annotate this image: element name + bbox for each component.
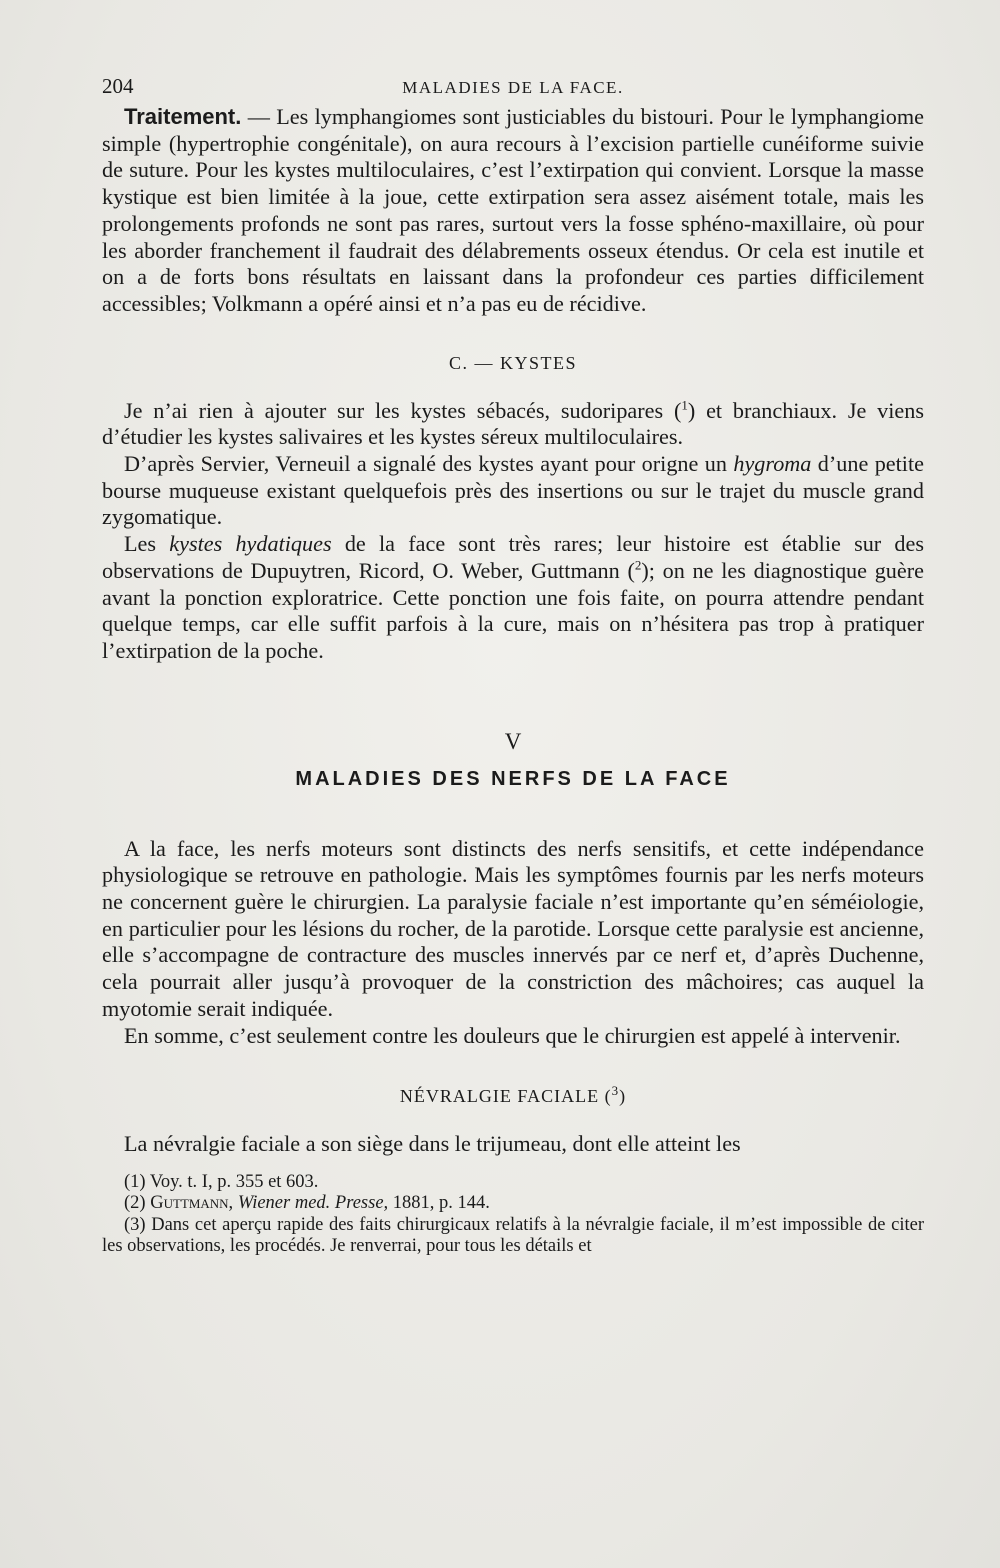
running-title: MALADIES DE LA FACE. (402, 78, 624, 97)
section-heading-kystes: C. — KYSTES (448, 352, 577, 373)
footnote-journal: Wiener med. Presse, (233, 1193, 389, 1214)
italic-term-kystes-hydatiques: kystes hydatiques (169, 531, 332, 557)
footnote-text: Dans cet aperçu rapide des faits chirurgicaux relatifs à la névralgie faciale, il m’est impossible de citer les observations, les procédés. Je renverrai, pour tous les détails et (102, 1214, 924, 1257)
footnote-text: 1881, p. 144. (388, 1193, 490, 1214)
text-run: ); on ne les diagnostique guère avant la ponction exploratrice. Cette ponction une fois faite, on pourra attendre pendant quelque temps, car elle suffit parfois à la cure, mais on n’hésitera pas trop à pratiquer l’extirpation de la poche. (102, 557, 924, 663)
text-run: d’une petite bourse muqueuse existant quelquefois près des insertions ou sur le trajet du muscle grand zygomatique. (102, 451, 924, 530)
nevralgie-paragraph-1: La névralgie faciale a son siège dans le trijumeau, dont elle atteint les (124, 1131, 741, 1157)
text-run: Je n’ai rien à ajouter sur les kystes sébacés, sudoripares ( (124, 397, 682, 423)
footnote-ref-1: 1 (681, 397, 688, 413)
footnote-mark: (3) (124, 1214, 146, 1235)
footnote-mark: (1) (124, 1171, 146, 1192)
footnote-2 (102, 1193, 924, 1215)
footnote-text: Voy. t. I, p. 355 et 603. (145, 1171, 319, 1192)
nerfs-paragraph-1: A la face, les nerfs moteurs sont distincts des nerfs sensitifs, et cette indépendance physiologique se retrouve en pathologie. Mais les symptômes fournis par les nerfs moteurs ne concernent guère le chirurgien. La paralysie faciale n’est importante qu’en séméiologie, en particulier pour les lésions du rocher, de la parotide. Lorsque cette paralysie est ancienne, elle s’accompagne de contracture des muscles innervés par ce nerf et, d’après Duchenne, cela pourrait aller jusqu’à provoquer de la constriction des mâchoires; cas auquel la myotomie serait indiquée. (102, 835, 924, 1021)
kystes-paragraph-1 (102, 398, 924, 451)
text-run: de la face sont très rares; leur histoire est établie sur des observations de Dupuytren, Ricord, O. Weber, Guttmann ( (102, 531, 924, 583)
footnote-ref-2: 2 (634, 557, 642, 573)
kystes-paragraph-3 (102, 531, 924, 665)
running-head (102, 70, 924, 104)
text-run: NÉVRALGIE FACIALE ( (399, 1086, 612, 1107)
traitement-lead: Traitement. (124, 104, 242, 129)
text-run: D’après Servier, Verneuil a signalé des kystes ayant pour origne un (124, 451, 734, 477)
footnote-author: Guttmann, (150, 1193, 234, 1214)
footnote-mark: (2) (124, 1193, 146, 1214)
footnote-ref-3: 3 (611, 1083, 620, 1099)
footnotes (102, 1172, 924, 1258)
footnote-3 (102, 1215, 924, 1258)
traitement-paragraph (102, 104, 924, 318)
traitement-text: — Les lymphangiomes sont justiciables du bistouri. Pour le lymphangiome simple (hypertrophie congénitale), on aura recours à l’excision partielle cunéiforme suivie de suture. Pour les kystes multiloculaires, c’est l’extirpation qui convient. Lorsque la masse kystique est bien limitée à la joue, cette extirpation sera assez aisément totale, mais les prolongements profonds ne sont pas rares, surtout vers la fosse sphéno-maxillaire, où pour les aborder franchement il faudrait des délabrements osseux étendus. Or cela est inutile et on a de forts bons résultats en laissant dans la profondeur ces parties difficilement accessibles; Volkmann a opéré ainsi et n’a pas eu de récidive. (102, 104, 924, 316)
text-run: ) et branchiaux. Je viens d’étudier les kystes salivaires et les kystes séreux multiloculaires. (102, 397, 924, 450)
page-number: 204 (102, 74, 134, 98)
nerfs-paragraph-2: En somme, c’est seulement contre les douleurs que le chirurgien est appelé à intervenir. (124, 1022, 901, 1048)
part-title: MALADIES DES NERFS DE LA FACE (295, 767, 731, 790)
italic-term-hygroma: hygroma (733, 451, 812, 477)
sub-heading-nevralgie (102, 1083, 924, 1107)
text-run: ) (619, 1086, 627, 1107)
footnote-1 (102, 1172, 924, 1194)
part-numeral: V (504, 728, 522, 754)
kystes-paragraph-2 (102, 451, 924, 531)
text-run: Les (124, 531, 170, 557)
